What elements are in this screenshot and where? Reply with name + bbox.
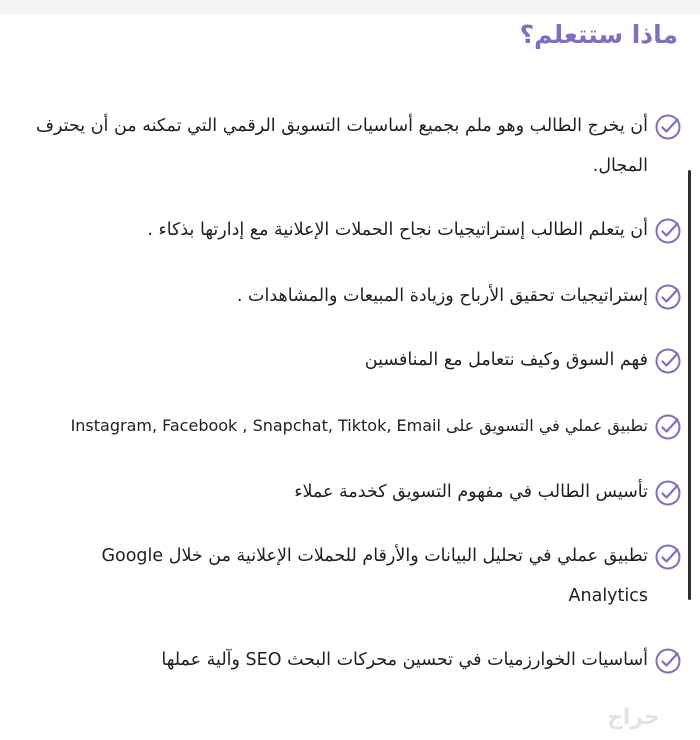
check-circle-icon [654, 283, 682, 311]
check-circle-icon [654, 413, 682, 441]
list-item-text: إستراتيجيات تحقيق الأرباح وزيادة المبيعات والمشاهدات . [236, 286, 648, 306]
list-item-text: تطبيق عملي في تحليل البيانات والأرقام للحملات الإعلانية من خلال Google Analytics [101, 546, 648, 606]
section-title: ماذا ستتعلم؟ [519, 20, 678, 49]
list-item-text: أن يخرج الطالب وهو ملم بجميع أساسيات التسويق الرقمي التي تمكنه من أن يحترف المجال. [35, 116, 648, 176]
scrollbar[interactable] [688, 170, 691, 600]
list-item-text: أساسيات الخوارزميات في تحسين محركات البحث SEO وآلية عملها [161, 650, 648, 670]
check-circle-icon [654, 217, 682, 245]
list-item-text: فهم السوق وكيف نتعامل مع المنافسين [364, 350, 648, 370]
check-circle-icon [654, 479, 682, 507]
list-item [20, 478, 682, 512]
list-item [20, 542, 682, 616]
list-item [20, 346, 682, 380]
watermark: حراج [607, 705, 660, 730]
list-item [20, 216, 682, 250]
list-item [20, 412, 682, 446]
list-item-text: أن يتعلم الطالب إستراتيجيات نجاح الحملات الإعلانية مع إدارتها بذكاء . [147, 220, 648, 240]
list-item [20, 646, 682, 680]
list-item [20, 112, 682, 186]
list-item-text: تطبيق عملي في التسويق على Instagram, Facebook , Snapchat, Tiktok, Email [70, 416, 648, 435]
list-item [20, 282, 682, 316]
check-circle-icon [654, 113, 682, 141]
check-circle-icon [654, 543, 682, 571]
list-item-text: تأسيس الطالب في مفهوم التسويق كخدمة عملاء [294, 482, 648, 502]
check-circle-icon [654, 647, 682, 675]
check-circle-icon [654, 347, 682, 375]
